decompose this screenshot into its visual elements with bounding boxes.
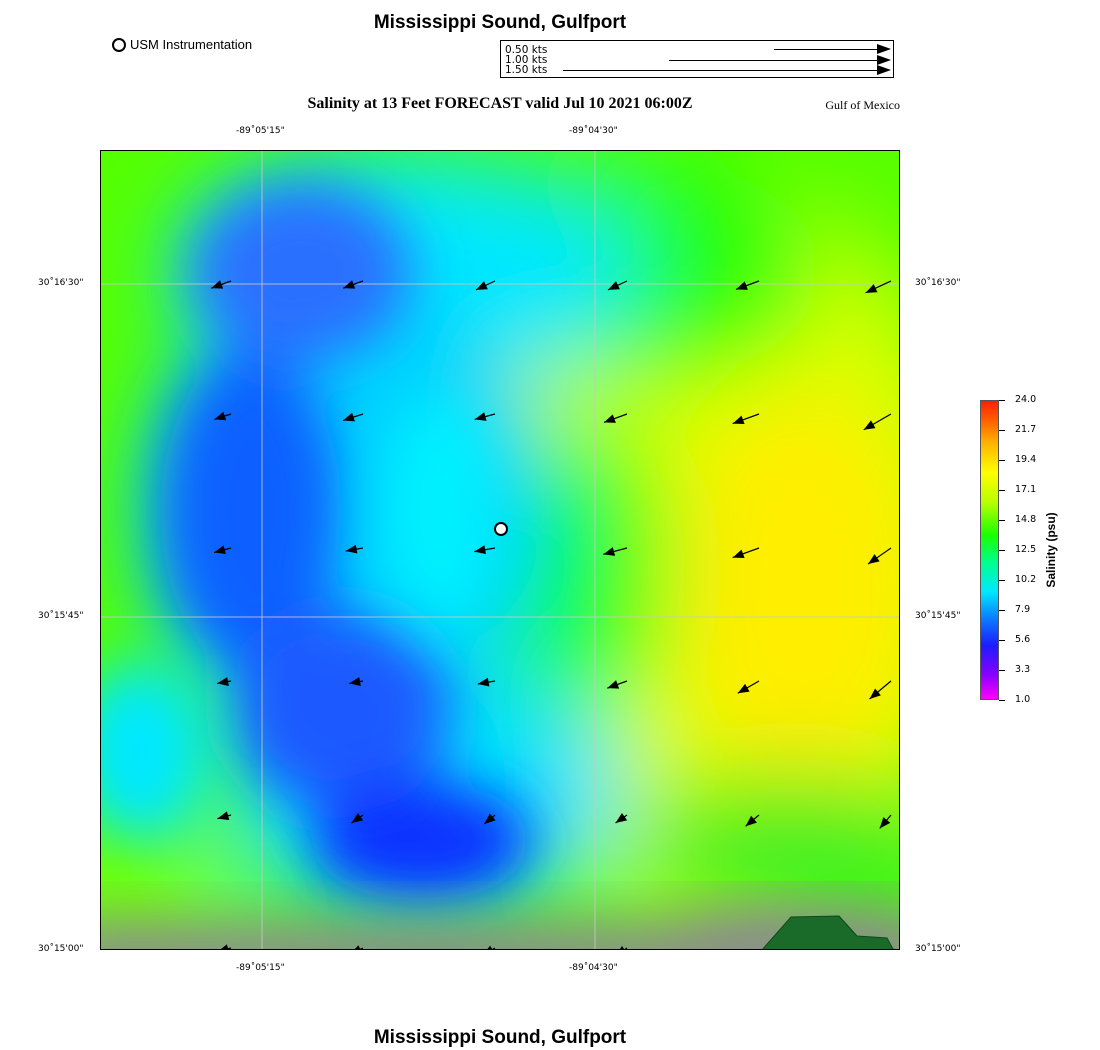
lon-label-bottom: -89˚05'15": [236, 963, 285, 973]
colorbar-tick-label: 17.1: [1015, 484, 1037, 495]
colorbar-tick-label: 21.7: [1015, 424, 1037, 435]
colorbar-tick: [999, 400, 1005, 401]
arrowhead-icon: [877, 55, 891, 65]
lon-label-top: -89˚04'30": [569, 126, 618, 136]
lat-label-left: 30˚16'30": [38, 278, 84, 288]
colorbar-tick: [999, 460, 1005, 461]
colorbar-tick: [999, 610, 1005, 611]
colorbar-tick: [999, 490, 1005, 491]
colorbar-tick: [999, 520, 1005, 521]
vector-scale-arrow: [774, 49, 879, 50]
colorbar-tick-label: 12.5: [1015, 544, 1037, 555]
colorbar-tick: [999, 670, 1005, 671]
colorbar-tick-label: 24.0: [1015, 394, 1037, 405]
lon-label-bottom: -89˚04'30": [569, 963, 618, 973]
lat-label-right: 30˚16'30": [915, 278, 961, 288]
station-legend: [112, 37, 252, 52]
vector-scale-arrow: [669, 60, 879, 61]
salinity-field: [101, 151, 900, 950]
colorbar-title: Salinity (psu): [1044, 512, 1058, 588]
station-legend-label: USM Instrumentation: [130, 37, 253, 52]
lat-label-right: 30˚15'00": [915, 944, 961, 954]
vector-scale-label: 0.50 kts: [505, 44, 548, 56]
colorbar-tick-label: 5.6: [1015, 634, 1031, 645]
salinity-colorbar: [980, 400, 999, 700]
colorbar-tick-label: 1.0: [1015, 694, 1031, 705]
colorbar-tick: [999, 430, 1005, 431]
forecast-subtitle: Salinity at 13 Feet FORECAST valid Jul 10 2021 06:00Z: [307, 95, 693, 112]
vector-scale-legend: [500, 40, 894, 78]
station-marker[interactable]: [495, 523, 507, 535]
lat-label-right: 30˚15'45": [915, 611, 961, 621]
colorbar-tick: [999, 580, 1005, 581]
arrowhead-icon: [877, 44, 891, 54]
vector-scale-label: 1.50 kts: [505, 64, 548, 76]
map-title: Mississippi Sound, Gulfport: [373, 12, 627, 33]
lon-label-top: -89˚05'15": [236, 126, 285, 136]
colorbar-tick: [999, 550, 1005, 551]
lat-label-left: 30˚15'45": [38, 611, 84, 621]
bottom-title: Mississippi Sound, Gulfport: [373, 1027, 627, 1048]
colorbar-tick-label: 3.3: [1015, 664, 1031, 675]
station-marker-icon: [112, 38, 126, 52]
colorbar-tick: [999, 640, 1005, 641]
colorbar-tick-label: 14.8: [1015, 514, 1037, 525]
colorbar-tick-label: 10.2: [1015, 574, 1037, 585]
colorbar-tick-label: 7.9: [1015, 604, 1031, 615]
salinity-map[interactable]: [100, 150, 900, 950]
colorbar-tick: [999, 700, 1005, 701]
region-label: Gulf of Mexico: [825, 98, 900, 112]
arrowhead-icon: [877, 65, 891, 75]
colorbar-tick-label: 19.4: [1015, 454, 1037, 465]
lat-label-left: 30˚15'00": [38, 944, 84, 954]
vector-scale-arrow: [563, 70, 879, 71]
vector-scale-label: 1.00 kts: [505, 54, 548, 66]
